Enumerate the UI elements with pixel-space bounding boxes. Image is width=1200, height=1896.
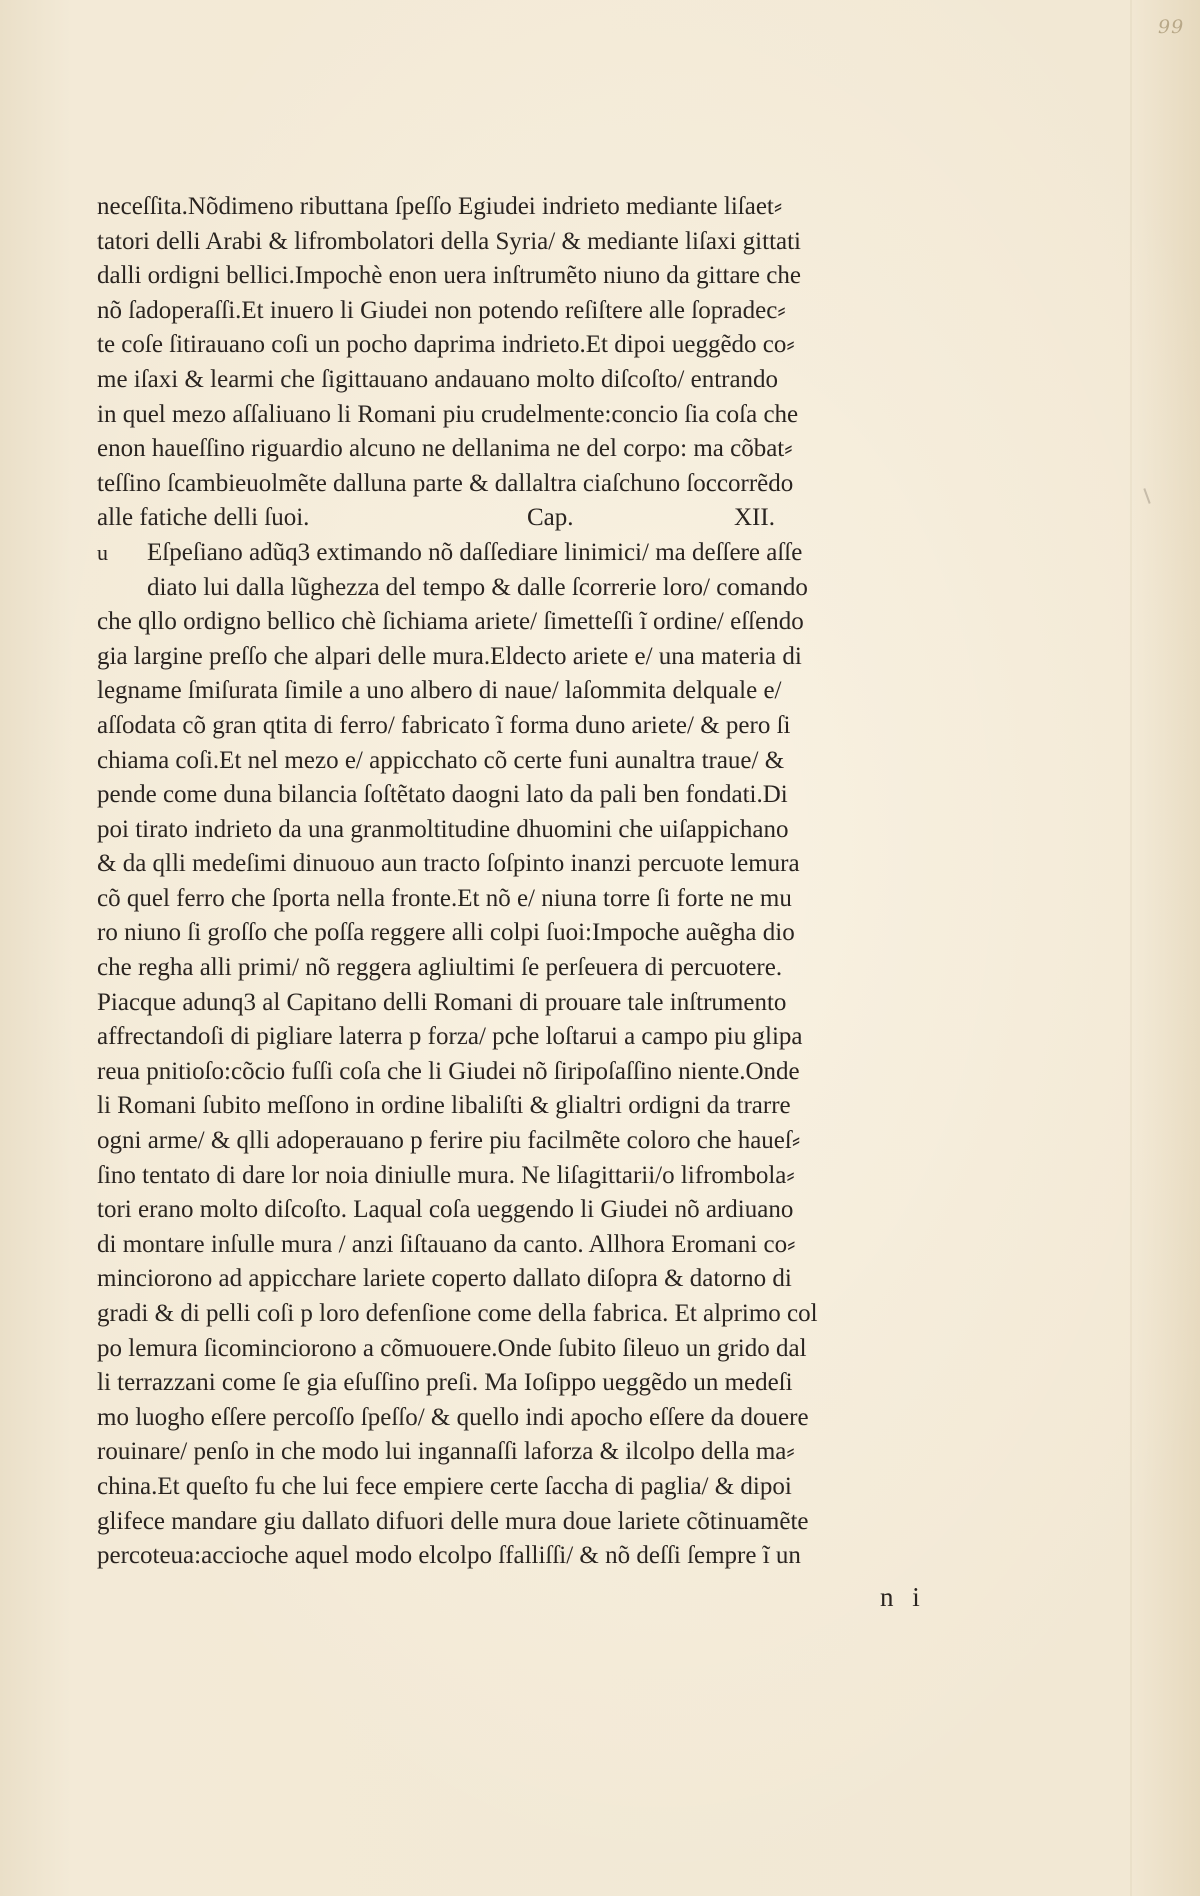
text-line: glifece mandare giu dallato difuori delle mura doue lariete cõtinuamẽte <box>97 1507 809 1535</box>
text-line: ſino tentato di dare lor noia diniulle mura. Ne liſagittarii/o lifrombola⸗ <box>97 1161 795 1189</box>
chapter-line-text: alle fatiche delli ſuoi. <box>97 504 310 532</box>
margin-mark <box>1143 488 1150 504</box>
text-line: dalli ordigni bellici.Impochè enon uera inſtrumẽto niuno da gittare che <box>97 262 801 290</box>
text-line: minciorono ad appicchare lariete coperto dallato diſopra & datorno di <box>97 1265 792 1293</box>
text-line: me iſaxi & learmi che ſigittauano andauano molto diſcoſto/ entrando <box>97 365 779 393</box>
guide-letter: u <box>97 539 108 565</box>
page-edge-shadow <box>1130 0 1132 1896</box>
text-line: gradi & di pelli coſi p loro defenſione come della fabrica. Et alprimo col <box>97 1300 818 1327</box>
chapter-heading-line <box>97 501 957 536</box>
text-line: tatori delli Arabi & lifrombolatori della Syria/ & mediante liſaxi gittati <box>97 227 802 255</box>
text-line: china.Et queſto fu che lui fece empiere certe ſaccha di paglia/ & dipoi <box>97 1472 792 1500</box>
text-line: che regha alli primi/ nõ reggera agliultimi ſe perſeuera di percuotere. <box>97 954 783 982</box>
text-line: gia largine preſſo che alpari delle mura.Eldecto ariete e/ una materia di <box>97 642 802 670</box>
text-line: poi tirato indrieto da una granmoltitudine dhuomini che uiſappichano <box>97 815 789 843</box>
text-line: tori erano molto diſcoſto. Laqual coſa ueggendo li Giudei nõ ardiuano <box>97 1196 794 1224</box>
text-line: che qllo ordigno bellico chè ſichiama ariete/ ſimetteſſi ĩ ordine/ eſſendo <box>97 608 804 636</box>
text-line: po lemura ſicominciorono a cõmuouere.Onde ſubito ſileuo un grido dal <box>97 1334 807 1362</box>
text-line <box>97 536 957 571</box>
text-line: li terrazzani come ſe gia eſuſſino preſi. Ma Ioſippo ueggẽdo un medeſi <box>97 1369 793 1397</box>
text-line: neceſſita.Nõdimeno ributtana ſpeſſo Egiudei indrieto mediante liſaet⸗ <box>97 193 783 220</box>
chapter-label: Cap. <box>527 504 574 532</box>
text-line: percoteua:accioche aquel modo elcolpo ſfalliſſi/ & nõ deſſi ſempre ĩ un <box>97 1542 801 1570</box>
text-line: di montare inſulle mura / anzi ſiſtauano da canto. Allhora Eromani co⸗ <box>97 1230 796 1258</box>
text-line: nõ ſadoperaſſi.Et inuero li Giudei non potendo reſiſtere alle ſopradec⸗ <box>97 296 786 324</box>
text-line: mo luogho eſſere percoſſo ſpeſſo/ & quello indi apocho eſſere da douere <box>97 1403 809 1431</box>
text-line: reua pnitioſo:cõcio fuſſi coſa che li Giudei nõ ſiripoſaſſino niente.Onde <box>97 1057 800 1085</box>
text-line: teſſino ſcambieuolmẽte dalluna parte & dallaltra ciaſchuno ſoccorrẽdo <box>97 469 794 497</box>
text-line: pende come duna bilancia ſoſtẽtato daogni lato da pali ben fondati.Di <box>97 781 788 809</box>
text-line: li Romani ſubito meſſono in ordine libaliſti & glialtri ordigni da trarre <box>97 1092 791 1120</box>
paragraph-before-chapter <box>97 190 957 501</box>
text-line: te coſe ſitirauano coſi un pocho daprima indrieto.Et dipoi ueggẽdo co⸗ <box>97 331 795 359</box>
text-block <box>97 190 957 1574</box>
chapter-number: XII. <box>734 504 775 532</box>
text-line: ro niuno ſi groſſo che poſſa reggere alli colpi ſuoi:Impoche auẽgha dio <box>97 919 795 947</box>
text-line: & da qlli medeſimi dinuouo aun tracto ſoſpinto inanzi percuote lemura <box>97 850 800 878</box>
folio-number: 99 <box>1158 16 1185 38</box>
text-line: legname ſmiſurata ſimile a uno albero di naue/ laſommita delquale e/ <box>97 677 782 705</box>
text-line: Piacque adunq3 al Capitano delli Romani di prouare tale inſtrumento <box>97 988 787 1016</box>
text-line: enon haueſſino riguardio alcuno ne dellanima ne del corpo: ma cõbat⸗ <box>97 435 793 463</box>
text-line: rouinare/ penſo in che modo lui ingannaſſi laforza & ilcolpo della ma⸗ <box>97 1438 795 1466</box>
text-line-content: Eſpeſiano adũq3 extimando nõ daſſediare linimici/ ma deſſere aſſe <box>147 538 803 566</box>
signature-mark: n i <box>880 1582 926 1612</box>
text-line: cõ quel ferro che ſporta nella fronte.Et nõ e/ niuna torre ſi forte ne mu <box>97 884 792 912</box>
text-line: ogni arme/ & qlli adoperauano p ferire piu facilmẽte coloro che haueſ⸗ <box>97 1127 801 1155</box>
text-line: affrectandoſi di pigliare laterra p forza/ pche loſtarui a campo piu glipa <box>97 1023 803 1051</box>
text-line: aſſodata cõ gran qtita di ferro/ fabricato ĩ forma duno ariete/ & pero ſi <box>97 711 791 739</box>
text-line: in quel mezo aſſaliuano li Romani piu crudelmente:concio ſia coſa che <box>97 400 799 428</box>
text-line: diato lui dalla lũghezza del tempo & dalle ſcorrerie loro/ comando <box>147 573 808 601</box>
text-line: chiama coſi.Et nel mezo e/ appicchato cõ certe funi aunaltra traue/ & <box>97 746 785 774</box>
paragraph-after-chapter <box>97 536 957 1574</box>
